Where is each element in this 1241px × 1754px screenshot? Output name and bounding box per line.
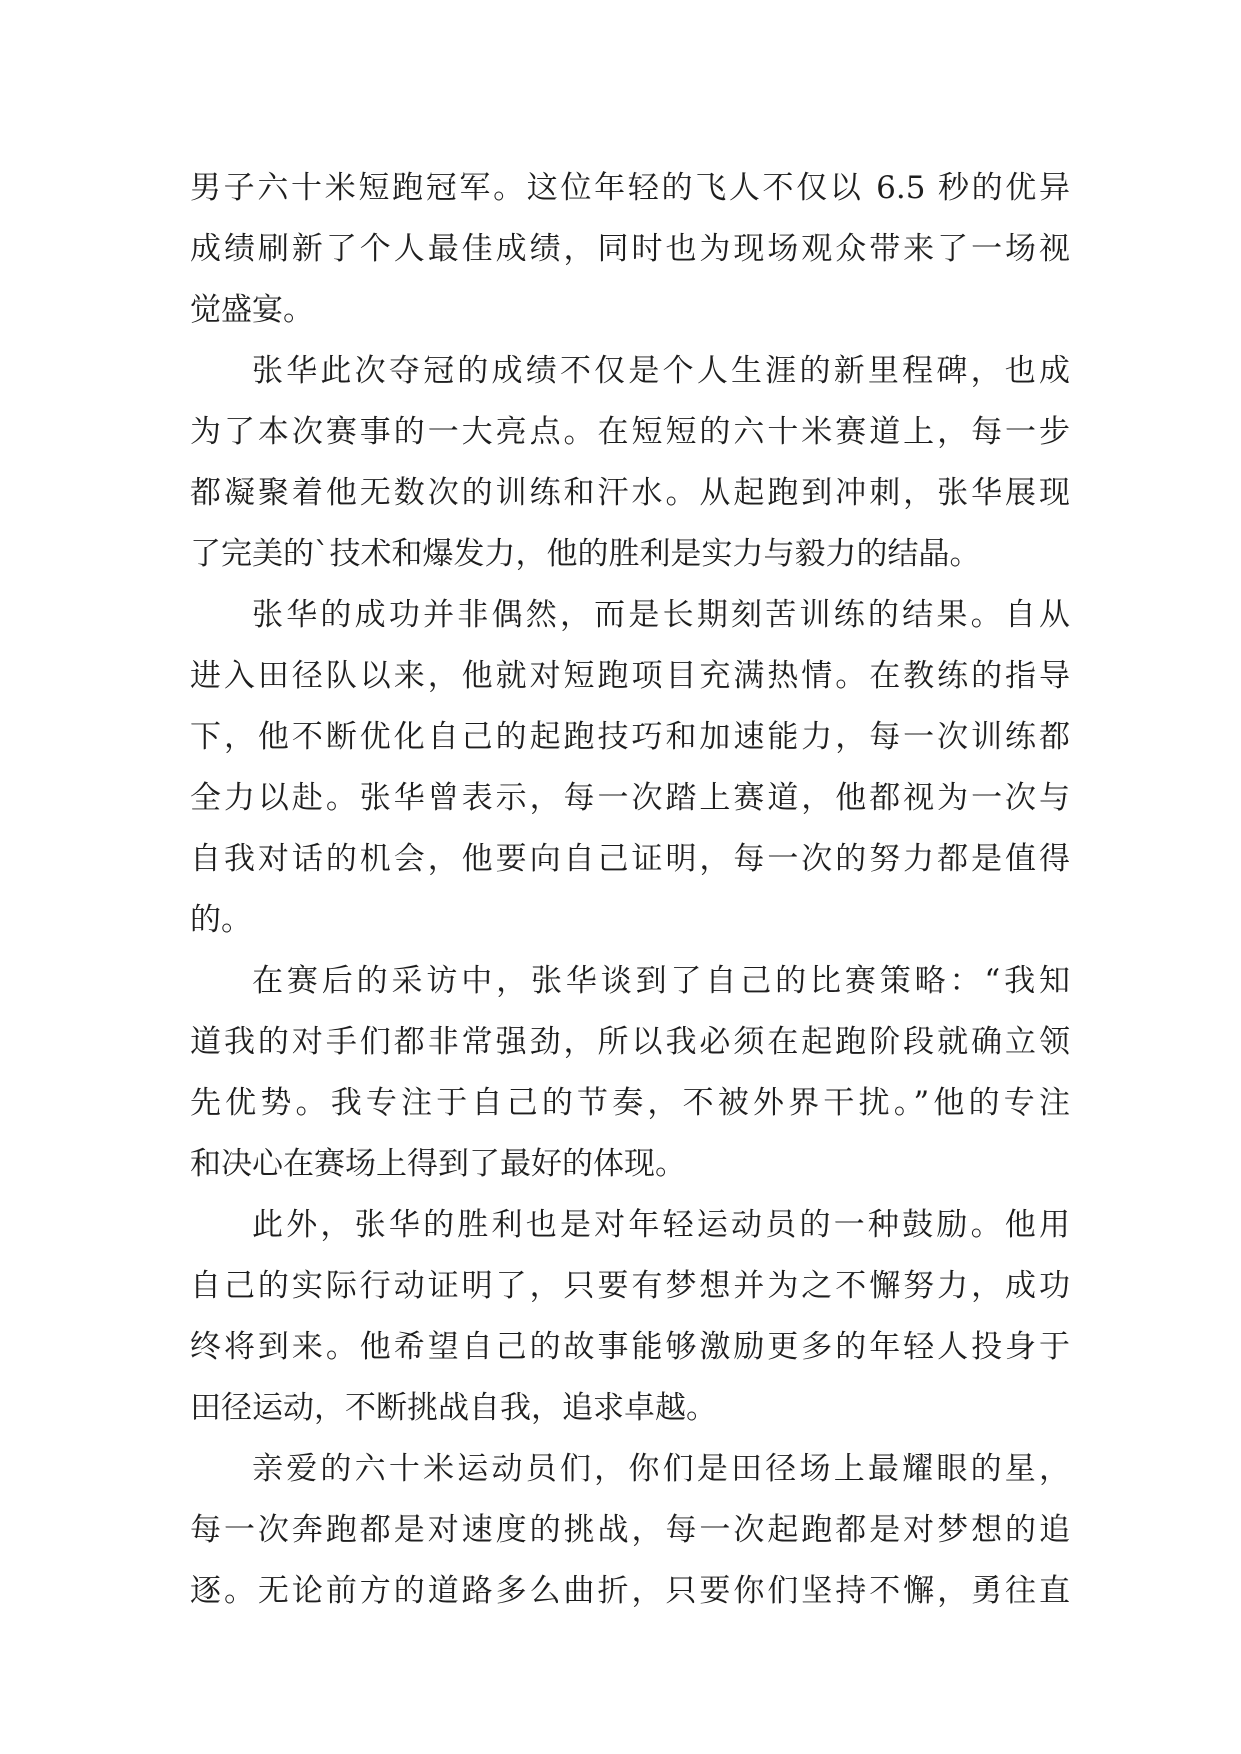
text-line: 自我对话的机会，他要向自己证明，每一次的努力都是值得 (190, 841, 1070, 877)
text-line: 了完美的`技术和爆发力，他的胜利是实力与毅力的结晶。 (190, 536, 981, 572)
text-line: 成绩刷新了个人最佳成绩，同时也为现场观众带来了一场视 (190, 231, 1070, 267)
text-line: 此外，张华的胜利也是对年轻运动员的一种鼓励。他用 (252, 1207, 1070, 1243)
text-line: 和决心在赛场上得到了最好的体现。 (190, 1146, 686, 1182)
text-line: 张华此次夺冠的成绩不仅是个人生涯的新里程碑，也成 (252, 353, 1070, 389)
text-line: 觉盛宴。 (190, 292, 314, 328)
paragraph-6 (190, 1439, 1070, 1622)
text-line: 自己的实际行动证明了，只要有梦想并为之不懈努力，成功 (190, 1268, 1070, 1304)
text-line: 男子六十米短跑冠军。这位年轻的飞人不仅以 6.5 秒的优异 (190, 170, 1070, 206)
text-line: 在赛后的采访中，张华谈到了自己的比赛策略：“我知 (252, 963, 1070, 999)
paragraph-1 (190, 158, 1070, 341)
text-line: 的。 (190, 902, 252, 938)
text-line: 先优势。我专注于自己的节奏，不被外界干扰。”他的专注 (190, 1085, 1070, 1121)
text-line: 都凝聚着他无数次的训练和汗水。从起跑到冲刺，张华展现 (190, 475, 1070, 511)
text-line: 每一次奔跑都是对速度的挑战，每一次起跑都是对梦想的追 (190, 1512, 1070, 1548)
text-line: 张华的成功并非偶然，而是长期刻苦训练的结果。自从 (252, 597, 1070, 633)
text-line: 终将到来。他希望自己的故事能够激励更多的年轻人投身于 (190, 1329, 1070, 1365)
text-line: 全力以赴。张华曾表示，每一次踏上赛道，他都视为一次与 (190, 780, 1070, 816)
text-line: 田径运动，不断挑战自我，追求卓越。 (190, 1390, 717, 1426)
paragraph-3 (190, 585, 1070, 951)
paragraph-2 (190, 341, 1070, 585)
text-line: 道我的对手们都非常强劲，所以我必须在起跑阶段就确立领 (190, 1024, 1070, 1060)
text-line: 下，他不断优化自己的起跑技巧和加速能力，每一次训练都 (190, 719, 1070, 755)
text-line: 进入田径队以来，他就对短跑项目充满热情。在教练的指导 (190, 658, 1070, 694)
paragraph-4 (190, 951, 1070, 1195)
text-line: 亲爱的六十米运动员们，你们是田径场上最耀眼的星， (252, 1451, 1070, 1487)
paragraph-5 (190, 1195, 1070, 1439)
article-body (190, 158, 1070, 1622)
text-line: 为了本次赛事的一大亮点。在短短的六十米赛道上，每一步 (190, 414, 1070, 450)
text-line: 逐。无论前方的道路多么曲折，只要你们坚持不懈，勇往直 (190, 1573, 1070, 1609)
